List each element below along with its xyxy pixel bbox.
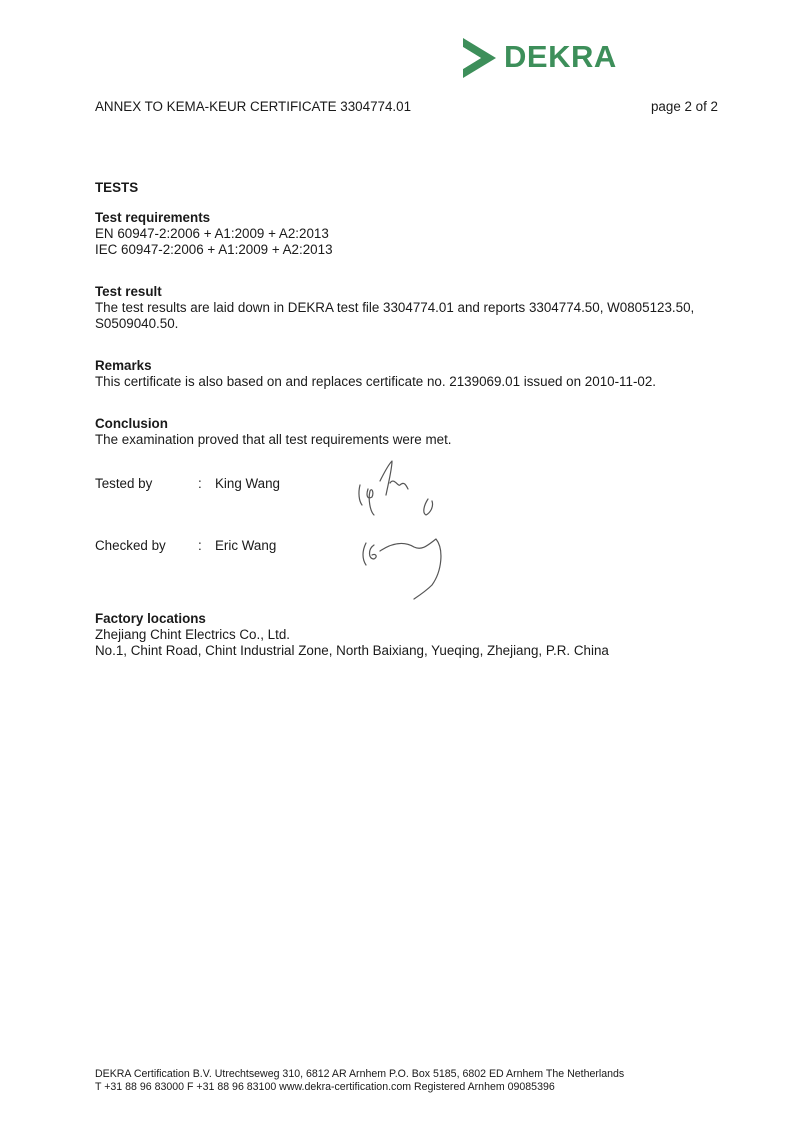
- conclusion-heading: Conclusion: [95, 416, 168, 431]
- conclusion-section: [95, 416, 715, 448]
- remarks-section: [95, 358, 715, 390]
- requirement-line: IEC 60947-2:2006 + A1:2009 + A2:2013: [95, 242, 333, 257]
- dekra-logo: [460, 36, 617, 80]
- footer-line: DEKRA Certification B.V. Utrechtseweg 310, 6812 AR Arnhem P.O. Box 5185, 6802 ED Arnhem The Netherlands: [95, 1068, 625, 1080]
- factory-locations-heading: Factory locations: [95, 611, 206, 626]
- page-footer: [95, 1068, 624, 1093]
- dekra-logo-text: DEKRA: [504, 39, 617, 74]
- remarks-line: This certificate is also based on and replaces certificate no. 2139069.01 issued on 2010-11-02.: [95, 374, 657, 389]
- tested-by-signature: [350, 455, 450, 525]
- tested-by-colon: :: [198, 476, 202, 491]
- checked-by-signature: [352, 525, 452, 605]
- factory-locations-section: [95, 611, 715, 659]
- page-indicator: page 2 of 2: [650, 99, 718, 114]
- test-requirements-heading: Test requirements: [95, 210, 211, 225]
- tested-by-label: Tested by: [95, 476, 153, 491]
- checked-by-name: Eric Wang: [215, 538, 277, 553]
- annex-title: ANNEX TO KEMA-KEUR CERTIFICATE 3304774.01: [95, 99, 412, 114]
- test-result-section: [95, 284, 715, 332]
- test-result-heading: Test result: [95, 284, 162, 299]
- remarks-heading: Remarks: [95, 358, 152, 373]
- tested-by-name: King Wang: [215, 476, 281, 491]
- footer-line: T +31 88 96 83000 F +31 88 96 83100 www.dekra-certification.com Registered Arnhem 09085396: [95, 1080, 555, 1093]
- requirement-line: EN 60947-2:2006 + A1:2009 + A2:2013: [95, 226, 329, 241]
- tests-heading: TESTS: [95, 180, 139, 195]
- result-line: The test results are laid down in DEKRA test file 3304774.01 and reports 3304774.50, W0805123.50,: [95, 300, 695, 315]
- checked-by-label: Checked by: [95, 538, 166, 553]
- conclusion-line: The examination proved that all test requirements were met.: [95, 432, 452, 447]
- dekra-arrow-icon: [460, 36, 500, 80]
- factory-line: No.1, Chint Road, Chint Industrial Zone, North Baixiang, Yueqing, Zhejiang, P.R. China: [95, 643, 609, 658]
- factory-line: Zhejiang Chint Electrics Co., Ltd.: [95, 627, 290, 642]
- result-line: S0509040.50.: [95, 316, 179, 331]
- test-requirements-section: [95, 210, 715, 258]
- checked-by-colon: :: [198, 538, 202, 553]
